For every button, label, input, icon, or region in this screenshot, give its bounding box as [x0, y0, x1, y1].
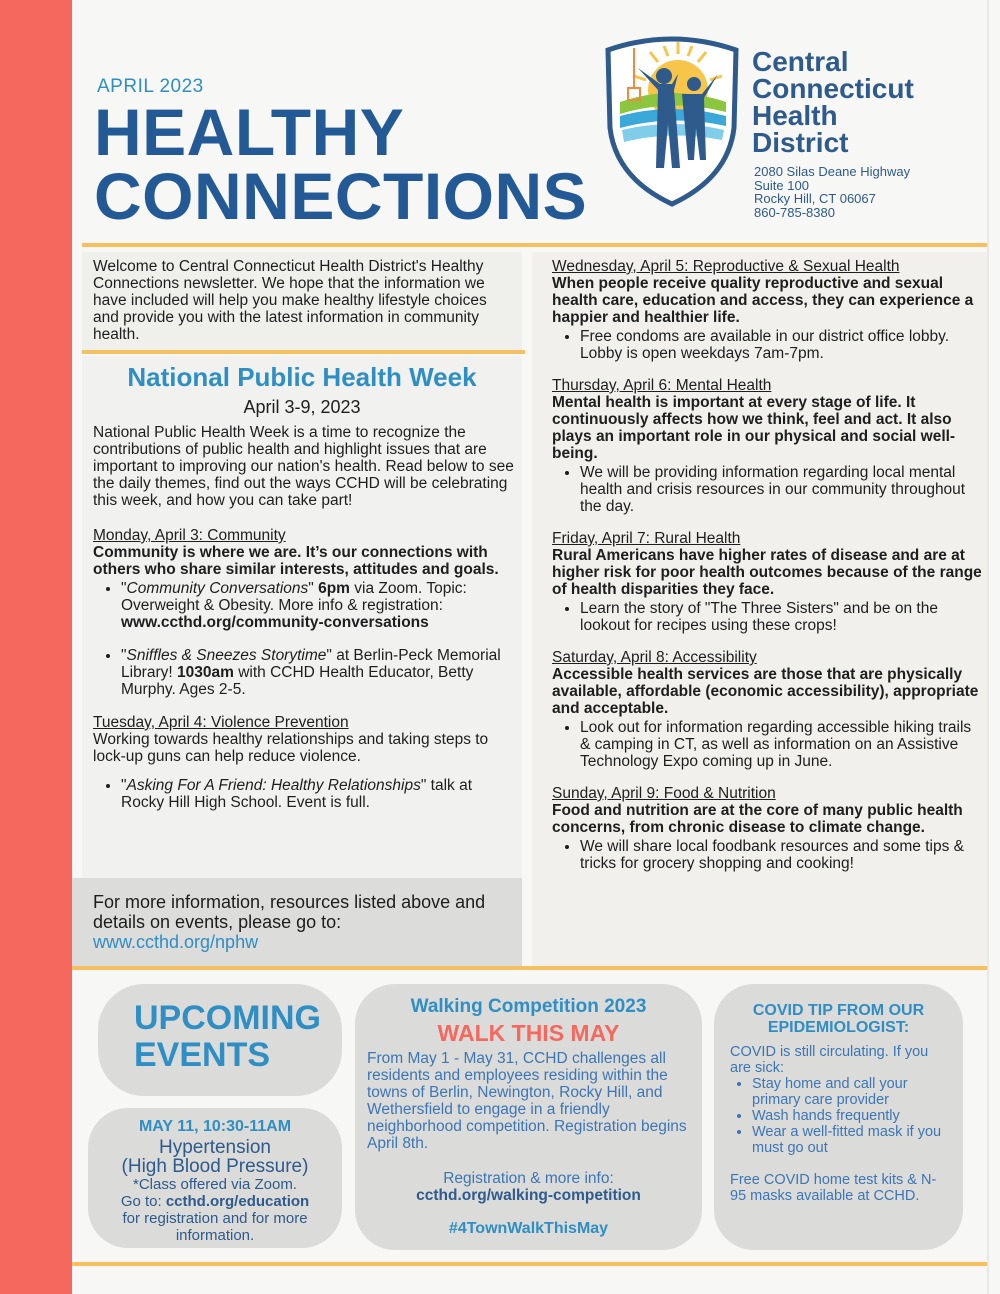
nphw-title: National Public Health Week: [127, 362, 477, 392]
event-time: 6pm: [318, 580, 350, 597]
hypertension-goto: Go to: ccthd.org/education: [120, 1193, 310, 1210]
wednesday-text: When people receive quality reproductive and sexual health care, education and access, they can experience a happier and healthier life.: [552, 275, 974, 326]
list-item: • Look out for information regarding accessible hiking trails & camping in CT, as well as information on an Assistive Technology Expo coming up in June.: [580, 719, 982, 770]
covid-tip-card: [714, 984, 963, 1250]
sunday-heading: Sunday, April 9: Food & Nutrition: [552, 785, 776, 802]
monday-text: Community is where we are. It’s our connections with others who share similar interests, attitudes and goals.: [93, 544, 499, 578]
issue-month: APRIL 2023: [97, 76, 204, 97]
hypertension-line-3: for registration and for more information.: [122, 1210, 308, 1244]
sunday-list: [552, 838, 982, 872]
welcome-text: Welcome to Central Connecticut Health District's Healthy Connections newsletter. We hope that the information we have included will help you make healthy lifestyle choices and provide you with the latest information in community health.: [93, 258, 487, 343]
thursday-list: [552, 464, 982, 515]
monday-heading: Monday, April 3: Community: [93, 527, 286, 544]
footer-divider: [72, 1262, 987, 1266]
list-item: • Learn the story of "The Three Sisters" and be on the lookout for recipes using these crops!: [580, 600, 982, 634]
list-item: • "Sniffles & Sneezes Storytime" at Berlin-Peck Memorial Library! 1030am with CCHD Health Educator, Betty Murphy. Ages 2-5.: [121, 647, 515, 698]
friday-text: Rural Americans have higher rates of disease and are at higher risk for poor health outcomes because of the range of health disparities they face.: [552, 547, 982, 598]
list-item: • We will share local foodbank resources and some tips & tricks for grocery shopping and cooking!: [580, 838, 982, 872]
walking-registration: [355, 1170, 702, 1204]
saturday-list: [552, 719, 982, 770]
cchd-logo: [598, 28, 746, 208]
hypertension-event-card: [88, 1108, 342, 1248]
org-name-line-2: Connecticut: [752, 73, 914, 104]
saturday-text: Accessible health services are those that are physically available, affordable (economic accessibility), appropriate and acceptable.: [552, 666, 979, 717]
hypertension-title-1: Hypertension: [159, 1137, 271, 1158]
covid-content: [730, 1044, 952, 1204]
list-item: • "Community Conversations" 6pm via Zoom. Topic: Overweight & Obesity. More info & registration: www.ccthd.org/community-conversations: [121, 580, 515, 631]
event-name: Asking For A Friend: Healthy Relationships: [126, 777, 421, 794]
covid-title: [714, 1002, 963, 1036]
newsletter-title: [94, 95, 588, 233]
title-line-2: CONNECTIONS: [94, 159, 588, 233]
hypertension-line-1: *Class offered via Zoom.: [133, 1176, 297, 1193]
tuesday-text: Working towards healthy relationships and taking steps to lock-up guns can help reduce violence.: [93, 731, 489, 765]
nphw-dates: April 3-9, 2023: [243, 397, 361, 417]
list-item: • We will be providing information regarding local mental health and crisis resources in our community throughout the day.: [580, 464, 982, 515]
address-line-1: 2080 Silas Deane Highway: [754, 164, 911, 179]
thursday-text: Mental health is important at every stage of life. It continuously affects how we think, feel and act. It also plays an important role in our physical and social well-being.: [552, 394, 956, 462]
friday-list: [552, 600, 982, 634]
hypertension-date: MAY 11, 10:30-11AM: [138, 1118, 292, 1135]
more-info: [93, 892, 513, 952]
right-border-line: [987, 0, 989, 1294]
registration-label: Registration & more info:: [443, 1170, 614, 1187]
daily-themes: [552, 258, 982, 872]
walking-text: From May 1 - May 31, CCHD challenges all residents and employees residing within the towns of Berlin, Newington, Rocky Hill, and Wethersfield to engage in a friendly neighborhood competition. Registration begins April 8th.: [367, 1050, 687, 1152]
welcome-divider: [82, 350, 525, 354]
saturday-heading: Saturday, April 8: Accessibility: [552, 649, 757, 666]
walking-title: Walking Competition 2023: [410, 996, 647, 1017]
title-line-1: HEALTHY: [94, 95, 405, 169]
org-address: [754, 165, 910, 219]
covid-footer: Free COVID home test kits & N-95 masks available at CCHD.: [730, 1172, 937, 1204]
walking-hashtag: #4TownWalkThisMay: [448, 1220, 609, 1237]
walking-competition-link[interactable]: ccthd.org/walking-competition: [416, 1187, 641, 1204]
covid-tips-list: [730, 1076, 952, 1156]
org-name-line-3: Health: [752, 100, 838, 131]
org-name-line-1: Central: [752, 46, 849, 77]
list-item: • "Asking For A Friend: Healthy Relationships" talk at Rocky Hill High School. Event is full.: [121, 777, 515, 811]
list-item: • Wear a well-fitted mask if you must go out: [752, 1124, 952, 1156]
list-item: • Free condoms are available in our district office lobby. Lobby is open weekdays 7am-7pm.: [580, 328, 982, 362]
more-info-text: For more information, resources listed above and details on events, please go to:: [93, 892, 486, 932]
upcoming-title-line-2: EVENTS: [134, 1036, 271, 1074]
upcoming-events-pill: [98, 984, 342, 1096]
event-name: Sniffles & Sneezes Storytime: [126, 647, 327, 664]
friday-heading: Friday, April 7: Rural Health: [552, 530, 741, 547]
bottom-divider: [72, 966, 987, 970]
nphw-link[interactable]: www.ccthd.org/nphw: [93, 932, 259, 952]
nphw-content: [93, 424, 515, 811]
upcoming-events-title: [134, 1000, 321, 1074]
event-name: Community Conversations: [126, 580, 309, 597]
nphw-intro: National Public Health Week is a time to recognize the contributions of public health and highlight issues that are important to improving our nation's health. Read below to see the daily themes, find out the ways CCHD will be celebrating this week, and how you can take part!: [93, 424, 514, 509]
header-divider: [82, 243, 987, 247]
hypertension-content: [88, 1118, 342, 1244]
thursday-heading: Thursday, April 6: Mental Health: [552, 377, 772, 394]
tuesday-list: [93, 777, 515, 811]
covid-intro: COVID is still circulating. If you are sick:: [730, 1044, 929, 1076]
education-link[interactable]: ccthd.org/education: [165, 1193, 310, 1210]
event-time: 1030am: [177, 664, 234, 681]
walking-competition-card: [355, 984, 702, 1250]
sunday-text: Food and nutrition are at the core of many public health concerns, from chronic disease to climate change.: [552, 802, 963, 836]
org-name-line-4: District: [752, 127, 849, 158]
tuesday-heading: Tuesday, April 4: Violence Prevention: [93, 714, 349, 731]
side-stripe: [0, 0, 72, 1294]
covid-title-line-1: COVID TIP FROM OUR: [752, 1002, 925, 1019]
monday-list: [93, 580, 515, 698]
address-line-3: Rocky Hill, CT 06067: [754, 191, 876, 206]
org-name: [752, 48, 914, 156]
phone-number: 860-785-8380: [754, 204, 835, 220]
wednesday-list: [552, 328, 982, 362]
covid-title-line-2: EPIDEMIOLOGIST:: [767, 1019, 910, 1036]
wednesday-heading: Wednesday, April 5: Reproductive & Sexual Health: [552, 258, 900, 275]
address-line-2: Suite 100: [754, 177, 809, 193]
upcoming-title-line-1: UPCOMING: [134, 999, 321, 1037]
list-item: • Stay home and call your primary care provider: [752, 1076, 952, 1108]
list-item: • Wash hands frequently: [752, 1108, 952, 1124]
community-conversations-link[interactable]: www.ccthd.org/community-conversations: [121, 614, 429, 631]
hypertension-title-2: (High Blood Pressure): [121, 1156, 309, 1177]
walking-subtitle: WALK THIS MAY: [437, 1020, 620, 1046]
